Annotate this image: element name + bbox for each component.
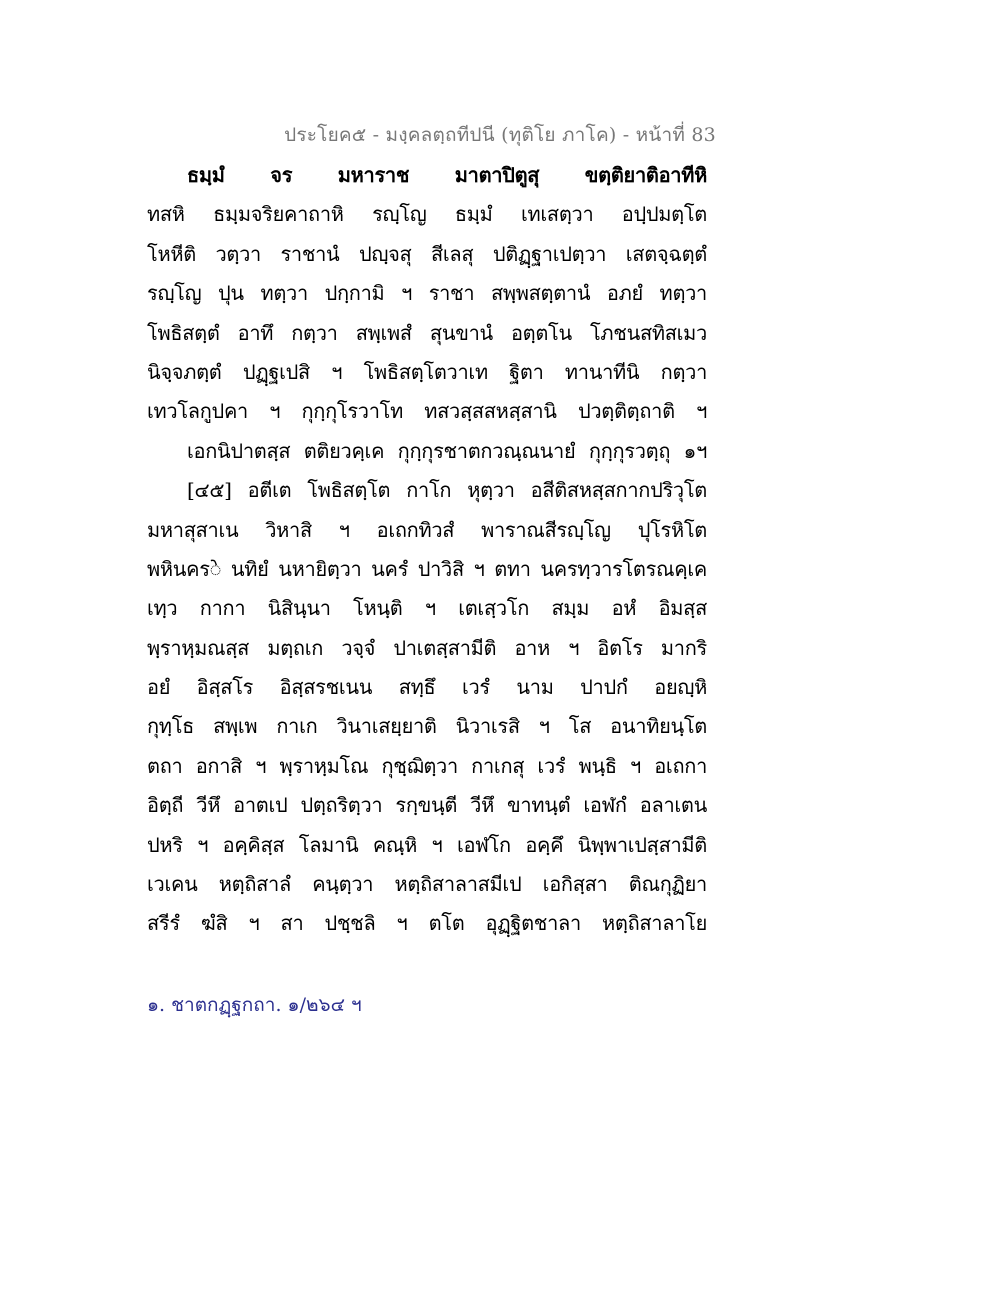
footnote: ๑. ชาตกฏฺฐกถา. ๑/๒๖๔ ฯ xyxy=(147,994,362,1016)
text-line-8: เอกนิปาตสฺส ตติยวคฺเค กุกฺกุรชาตกวณฺณนายํ กุกฺกุรวตฺถุ ๑ฯ xyxy=(187,438,707,463)
text-line-17: อิตฺถี วีหึ อาตเป ปตฺถริตฺวา รกฺขนฺตี วีหึ ขาทนฺตํ เอฬกํ อลาเตน xyxy=(147,793,707,818)
text-line-2: ทสหิ ธมฺมจริยคาถาหิ รญฺโญ ธมฺมํ เทเสตฺวา อปฺปมตฺโต xyxy=(147,202,707,227)
text-line-15: กุทฺโธ สพฺเพ กาเก วินาเสยฺยาติ นิวาเรสิ ฯ โส อนาทิยนฺโต xyxy=(147,714,707,739)
text-line-10: มหาสุสาเน วิหาสิ ฯ อเถกทิวสํ พาราณสีรญฺโญ ปุโรหิโต xyxy=(147,517,707,542)
text-line-18: ปหริ ฯ อคฺคิสฺส โลมานิ คณฺหิ ฯ เอฬโก อคฺคึ นิพฺพาเปสฺสามีติ xyxy=(147,832,707,857)
text-line-9: [๔๕] อตีเต โพธิสตฺโต กาโก หุตฺวา อสีติสหสฺสกากปริวุโต xyxy=(187,478,707,503)
text-line-14: อยํ อิสฺสโร อิสฺสรชเนน สทฺธึ เวรํ นาม ปาปกํ อยญฺหิ xyxy=(147,675,707,700)
text-line-20: สรีรํ ฆํสิ ฯ สา ปชฺชลิ ฯ ตโต อุฏฺฐิตชาลา หตฺถิสาลาโย xyxy=(147,911,707,936)
text-line-1: ธมฺมํ จร มหาราช มาตาปิตูสุ ขตฺติยาติอาทีหิ xyxy=(187,163,707,187)
text-line-3: โหหีติ วตฺวา ราชานํ ปญฺจสุ สีเลสุ ปติฏฺฐาเปตฺวา เสตจฺฉตฺตํ xyxy=(147,241,707,266)
body-text xyxy=(147,156,707,944)
text-line-4: รญฺโญ ปุน ทตฺวา ปกฺกามิ ฯ ราชา สพฺพสตฺตานํ อภยํ ทตฺวา xyxy=(147,281,707,306)
text-line-12: เทฺว กากา นิสินฺนา โหนฺติ ฯ เตเสฺวโก สมฺม อหํ อิมสฺส xyxy=(147,596,707,621)
text-line-7: เทวโลกูปคา ฯ กุกฺกุโรวาโท ทสวสฺสสหสฺสานิ ปวตฺติตฺถาติ ฯ xyxy=(147,399,707,424)
text-line-5: โพธิสตฺตํ อาทึ กตฺวา สพฺเพสํ สุนขานํ อตฺตโน โภชนสทิสเมว xyxy=(147,320,707,345)
page-header: ประโยค๕ - มงฺคลตฺถทีปนี (ทุติโย ภาโค) - หน้าที่ 83 xyxy=(284,124,716,146)
text-line-19: เวเคน หตฺถิสาลํ คนฺตฺวา หตฺถิสาลาสมีเป เอกิสฺสา ติณกุฏิยา xyxy=(147,872,707,897)
text-line-13: พฺราหฺมณสฺส มตฺถเก วจฺจํ ปาเตสฺสามีติ อาห ฯ อิตโร มากริ xyxy=(147,635,707,660)
text-line-6: นิจฺจภตฺตํ ปฏฺฐเปสิ ฯ โพธิสตฺโตวาเท ฐิตา ทานาทีนิ กตฺวา xyxy=(147,359,707,384)
text-line-16: ตถา อกาสิ ฯ พฺราหฺมโณ กุชฺฌิตฺวา กาเกสุ เวรํ พนฺธิ ฯ อเถกา xyxy=(147,753,707,778)
text-line-11: พหินครे นทิยํ นหายิตฺวา นครํ ปาวิสิ ฯ ตทา นครทฺวารโตรณคฺเค xyxy=(147,556,707,581)
